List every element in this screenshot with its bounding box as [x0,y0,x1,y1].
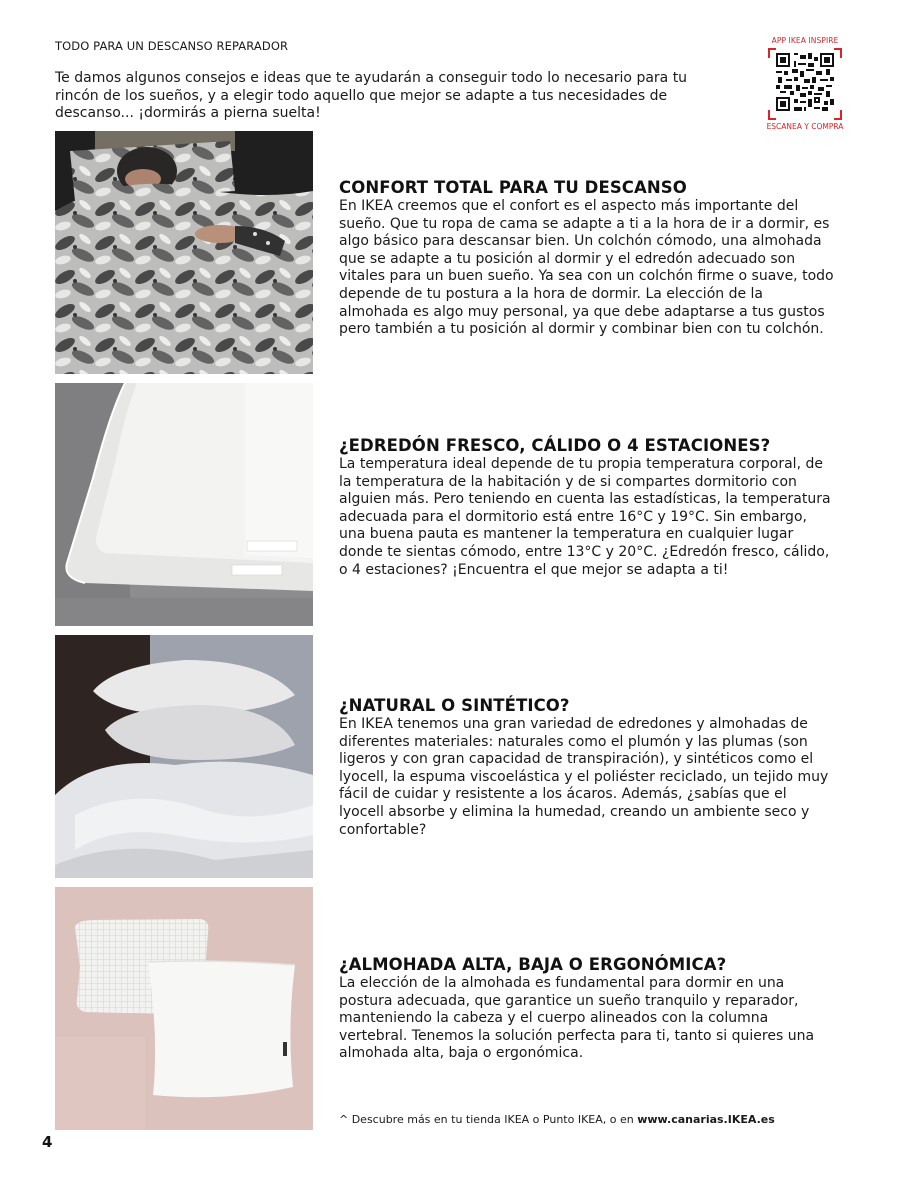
section-body: La temperatura ideal depende de tu propia temperatura corporal, de la temperatura de la habitación y de si compartes dormitorio con alguien más. Pero teniendo en cuenta las estadísticas, la temperatura adecuada para el dormitorio está entre 16°C y 19°C. Sin embargo, una buena pauta es mantener la temperatura en cualquier lugar donde te sientas cómodo, entre 13°C y 20°C. ¿Edredón fresco, cálido, o 4 estaciones? ¡Encuentra el que mejor se adapta a ti! [339,456,831,578]
intro-paragraph: Te damos algunos consejos e ideas que te ayudarán a conseguir todo lo necesario para tu rincón de los sueños, y a elegir todo aquello que mejor se adapte a tus necesidades de descanso... ¡dormirás a pierna suelta! [55,70,688,121]
page-kicker: TODO PARA UN DESCANSO REPARADOR [55,39,289,53]
section-body: En IKEA creemos que el confort es el aspecto más importante del sueño. Que tu ropa de cama se adapte a ti a la hora de ir a dormir, es algo básico para descansar bien. Un colchón cómodo, una almohada que se adapte a tu posición al dormir y el edredón adecuado son vitales para un buen sueño. Ya sea con un colchón firme o suave, todo depende de tu postura a la hora de dormir. La elección de la almohada es algo muy personal, ya que debe adaptarse a tus gustos pero también a tu posición al dormir y combinar bien con tu colchón. [339,198,834,338]
photo-ergonomic-pillows-illustration [55,887,313,1130]
qr-corner-mark [834,48,842,58]
section-title: CONFORT TOTAL PARA TU DESCANSO [339,178,687,197]
section-body: La elección de la almohada es fundamental para dormir en una postura adecuada, que garantice un sueño tranquilo y reparador, manteniendo la cabeza y el cuerpo alineados con la columna vertebral. Tenemos la solución perfecta para ti, tanto si quieres una almohada alta, baja o ergonómica. [339,975,815,1062]
section-body: En IKEA tenemos una gran variedad de edredones y almohadas de diferentes materiales: naturales como el plumón y las plumas (son ligeros y con gran capacidad de transpiración), y sintéticos como el lyocell, la espuma viscoelástica y el poliéster reciclado, un tejido muy fácil de cuidar y resistente a los ácaros. Además, ¿sabías que el lyocell absorbe y elimina la humedad, creando un ambiente seco y confortable? [339,716,829,838]
qr-corner-mark [768,110,776,120]
section-almohada [339,955,834,1063]
photo-pillows [55,635,313,878]
footnote-website-link[interactable]: www.canarias.IKEA.es [637,1113,775,1126]
section-title: ¿EDREDÓN FRESCO, CÁLIDO O 4 ESTACIONES? [339,436,771,455]
photo-duvet [55,383,313,626]
page-number: 4 [42,1133,53,1151]
section-edredon [339,436,834,579]
qr-corner-mark [834,110,842,120]
footnote [339,1113,775,1126]
photo-sleeping-person-illustration [55,131,313,374]
qr-bottom-label: ESCANEA Y COMPRA [766,122,844,131]
qr-top-label: APP IKEA INSPIRE [771,36,839,45]
photo-sleeping-person [55,131,313,374]
section-title: ¿NATURAL O SINTÉTICO? [339,696,570,715]
qr-corner-mark [768,48,776,58]
qr-code-icon[interactable] [776,53,834,111]
section-title: ¿ALMOHADA ALTA, BAJA O ERGONÓMICA? [339,955,727,974]
qr-frame [768,48,842,120]
section-natural-sintetico [339,696,834,839]
footnote-text: ^ Descubre más en tu tienda IKEA o Punto IKEA, o en [339,1113,638,1126]
section-confort-total [339,178,834,339]
photo-duvet-illustration [55,383,313,626]
qr-promo[interactable] [760,36,850,134]
photo-pillows-illustration [55,635,313,878]
photo-ergonomic-pillows [55,887,313,1130]
